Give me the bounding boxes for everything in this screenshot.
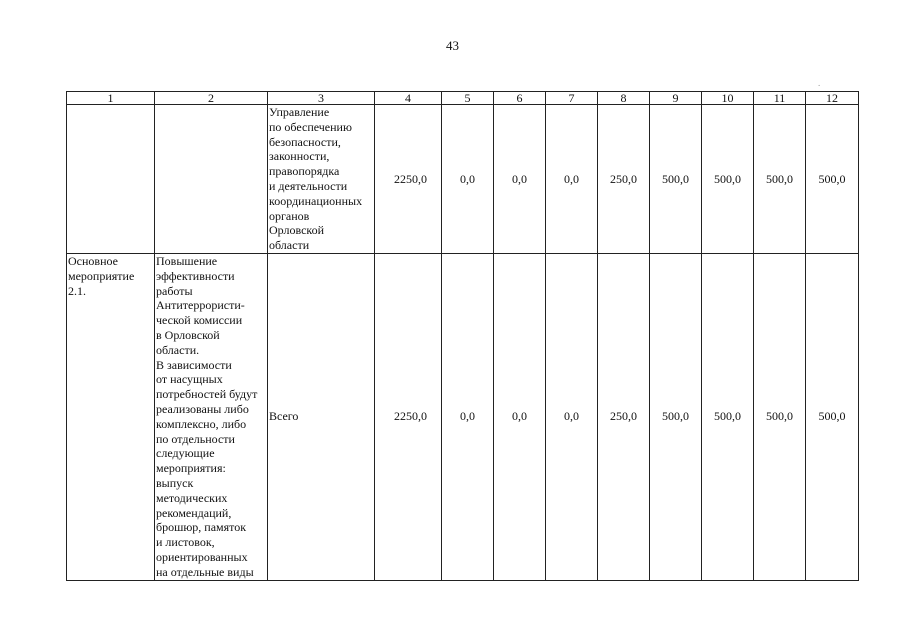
column-header: 1 [67, 92, 155, 105]
year-amount-cell: 500,0 [754, 105, 806, 254]
year-amount-cell: 0,0 [494, 253, 546, 580]
table-row [67, 253, 859, 580]
total-amount-cell: 2250,0 [375, 253, 442, 580]
column-header: 5 [442, 92, 494, 105]
year-amount-cell: 0,0 [546, 105, 598, 254]
year-amount-cell: 250,0 [598, 253, 650, 580]
column-header: 9 [650, 92, 702, 105]
responsible-executor-cell: Всего [268, 253, 375, 580]
column-header: 8 [598, 92, 650, 105]
column-header: 2 [155, 92, 268, 105]
column-header: 11 [754, 92, 806, 105]
column-header: 6 [494, 92, 546, 105]
table-row [67, 105, 859, 254]
total-amount-cell: 2250,0 [375, 105, 442, 254]
year-amount-cell: 0,0 [442, 253, 494, 580]
column-header: 12 [806, 92, 859, 105]
column-header: 4 [375, 92, 442, 105]
year-amount-cell: 500,0 [806, 105, 859, 254]
budget-table [66, 91, 859, 581]
page-number: 43 [446, 38, 459, 53]
year-amount-cell: 500,0 [650, 105, 702, 254]
year-amount-cell: 500,0 [754, 253, 806, 580]
year-amount-cell: 500,0 [650, 253, 702, 580]
activity-name-cell: Основное мероприятие 2.1. [67, 253, 155, 580]
year-amount-cell: 500,0 [702, 105, 754, 254]
year-amount-cell: 0,0 [546, 253, 598, 580]
table-header-row [67, 92, 859, 105]
year-amount-cell: 250,0 [598, 105, 650, 254]
column-header: 10 [702, 92, 754, 105]
column-header: 3 [268, 92, 375, 105]
year-amount-cell: 0,0 [442, 105, 494, 254]
activity-name-cell [67, 105, 155, 254]
column-header: 7 [546, 92, 598, 105]
year-amount-cell: 0,0 [494, 105, 546, 254]
year-amount-cell: 500,0 [702, 253, 754, 580]
activity-description-cell: Повышение эффективности работы Антитеррористи- ческой комиссии в Орловской области. В зависимости от насущных потребностей будут реализованы либо комплексно, либо по отдельности следующие мероприятия: выпуск методических рекомендаций, брошюр, памяток и листовок, ориентированных на отдельные виды [155, 253, 268, 580]
responsible-executor-cell: Управление по обеспечению безопасности, законности, правопорядка и деятельности координационных органов Орловской области [268, 105, 375, 254]
activity-description-cell [155, 105, 268, 254]
margin-mark: . [818, 78, 821, 88]
year-amount-cell: 500,0 [806, 253, 859, 580]
